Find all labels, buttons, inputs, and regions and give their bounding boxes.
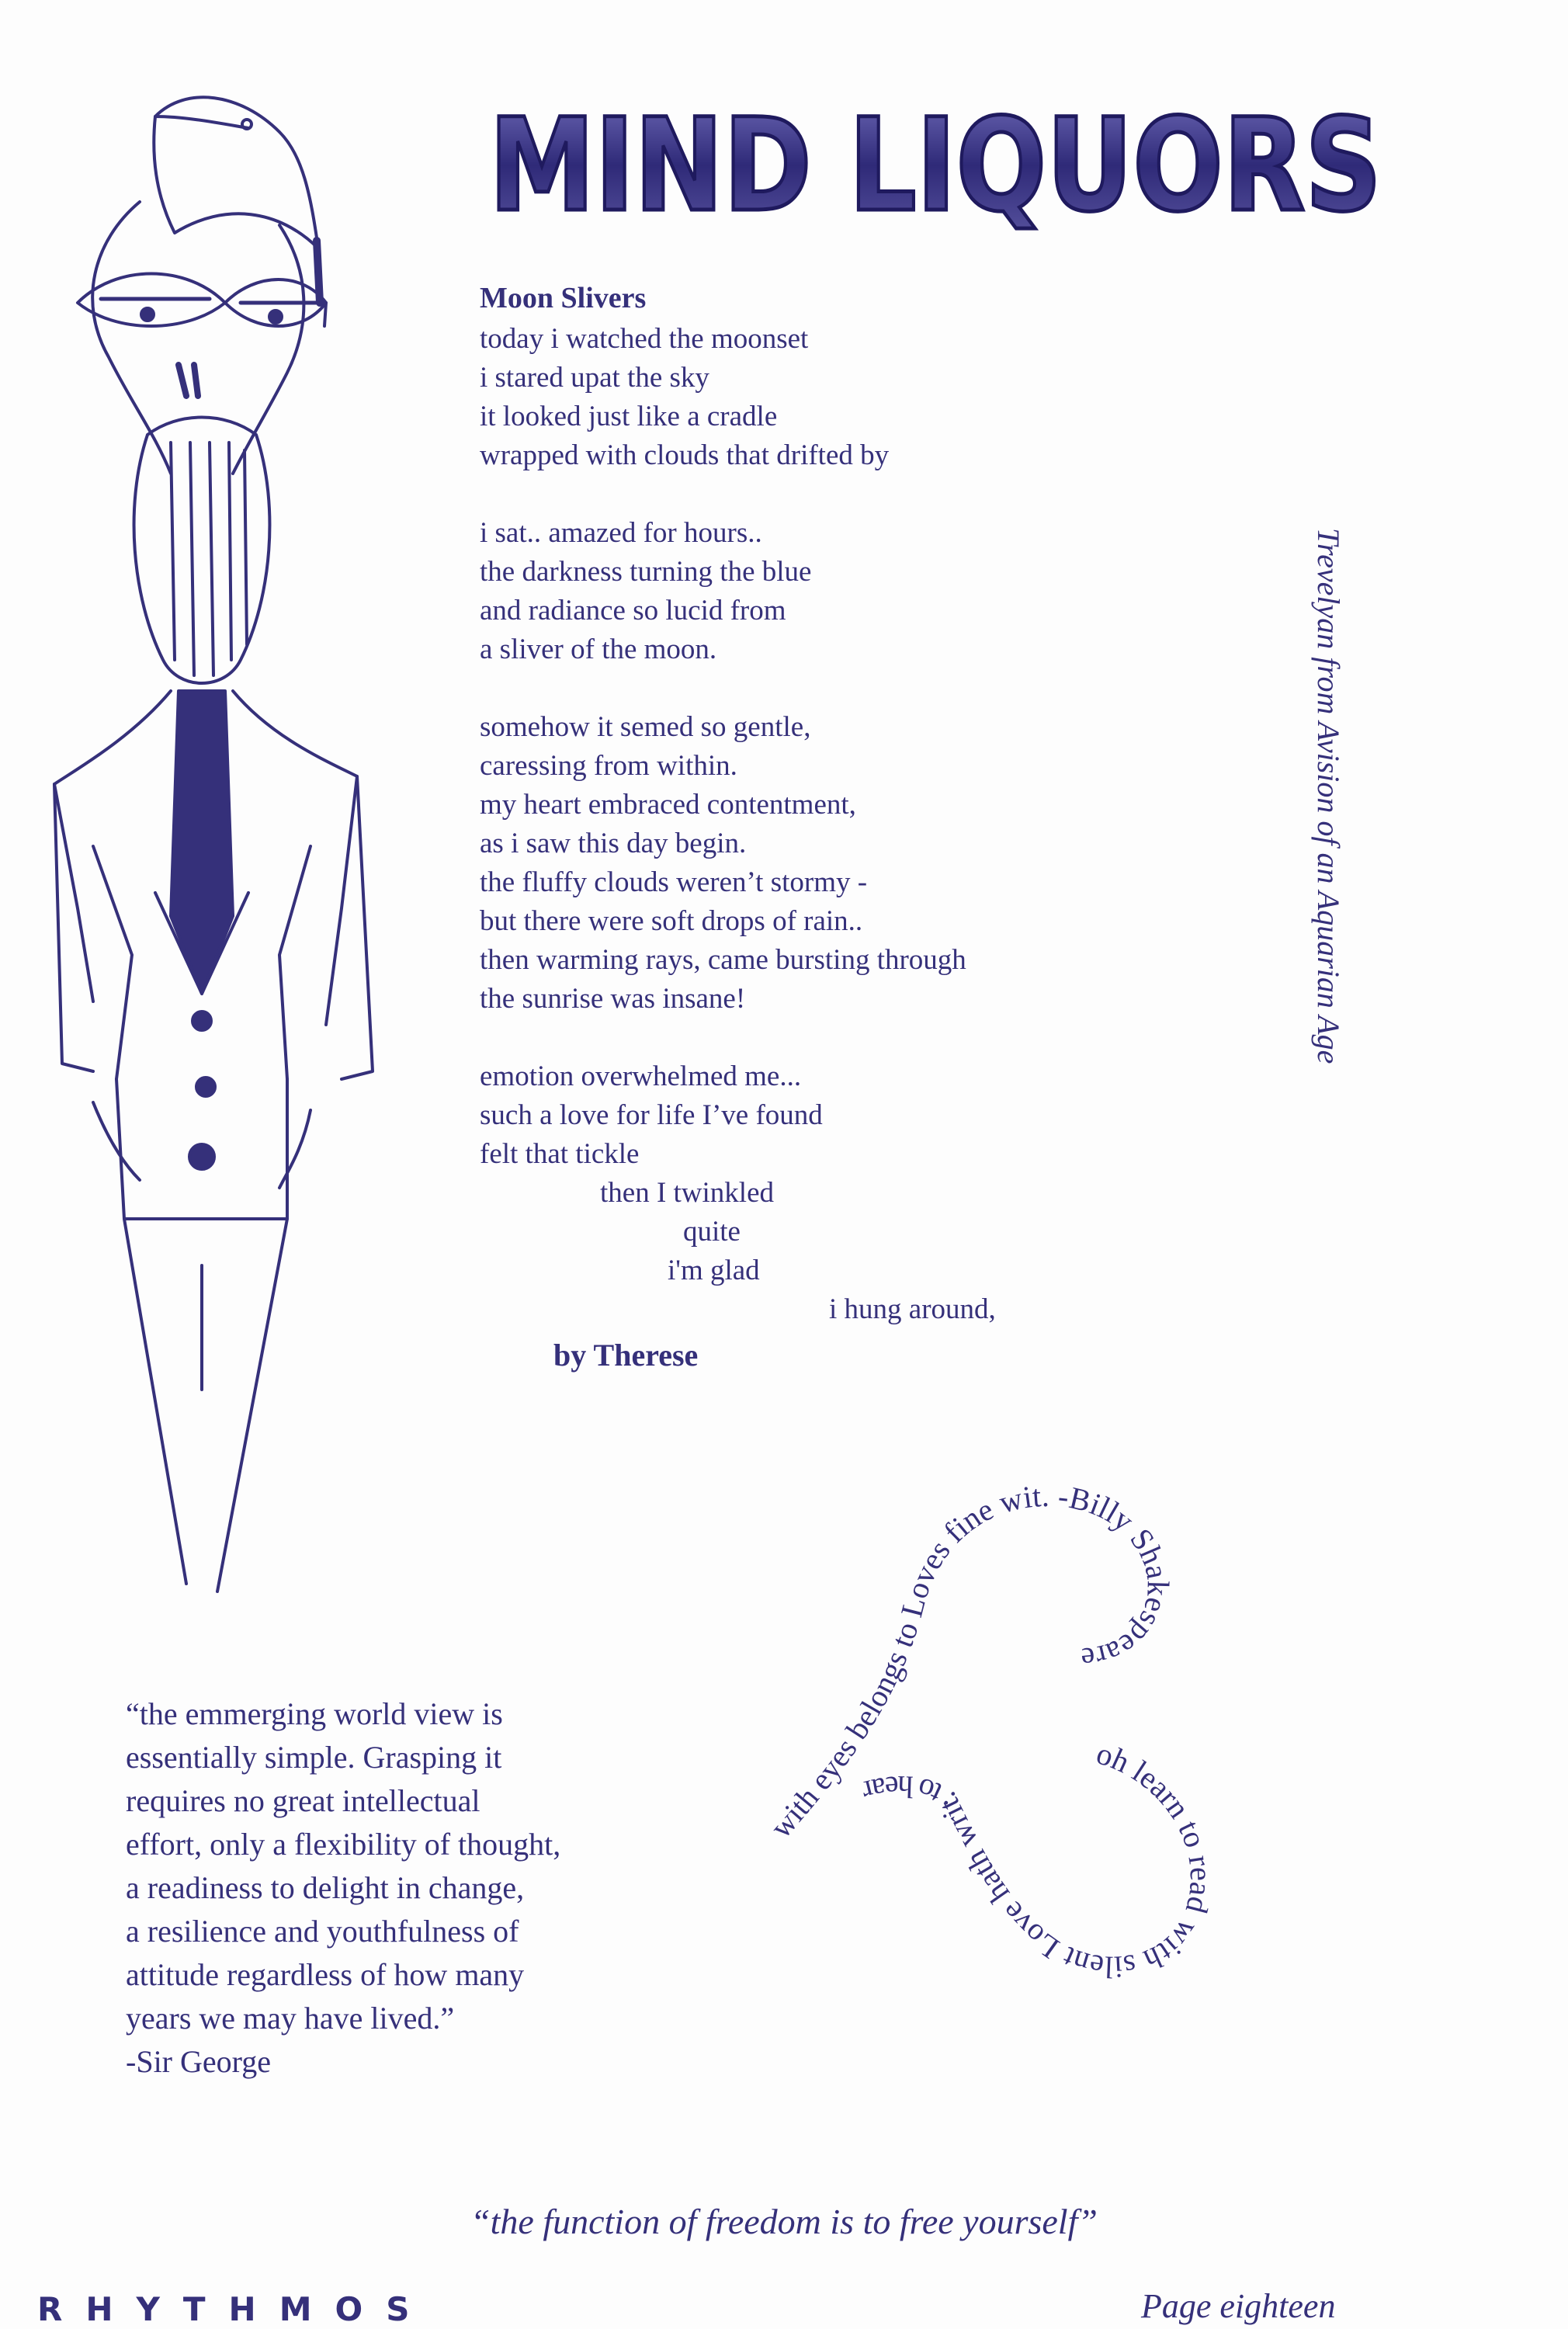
poem-line: today i watched the moonset <box>480 323 809 355</box>
poem-line: a sliver of the moon. <box>480 633 717 665</box>
wizard-figure-illustration <box>47 70 404 1623</box>
masthead-logo <box>481 91 1389 240</box>
spiral-lower-path-text: oh learn to read with silent Love hath writ: to hear <box>859 1735 1219 1985</box>
poem-line: i'm glad <box>668 1255 760 1286</box>
poem-stanza-2 <box>480 514 811 669</box>
poem-line: the darkness turning the blue <box>480 556 812 588</box>
poem-line: but there were soft drops of rain.. <box>480 905 863 937</box>
poem-line: somehow it semed so gentle, <box>480 711 811 743</box>
poem-line: wrapped with clouds that drifted by <box>480 439 890 471</box>
poem-line: emotion overwhelmed me... <box>480 1060 802 1092</box>
spiral-upper-text <box>763 1478 1176 1845</box>
poem-line: caressing from within. <box>480 750 737 782</box>
poem-line: then I twinkled <box>600 1177 775 1209</box>
quote-line: -Sir George <box>126 2044 271 2079</box>
poem-line: i sat.. amazed for hours.. <box>480 517 762 549</box>
side-credit-text: Trevelyan from Avision of an Aquarian Age <box>1311 528 1346 1064</box>
poem-line: such a love for life I’ve found <box>480 1099 823 1131</box>
poem-line: i hung around, <box>829 1293 996 1325</box>
poem-line: my heart embraced contentment, <box>480 789 856 821</box>
poem-line: quite <box>683 1216 741 1248</box>
footer-brand: RHYTHMOS <box>37 2290 433 2328</box>
poem-stanza-3 <box>480 708 966 1019</box>
quote-line: years we may have lived.” <box>126 2001 455 2036</box>
quote-line: attitude regardless of how many <box>126 1957 525 1992</box>
poem-stanza-4 <box>480 1057 996 1329</box>
poem-byline: by Therese <box>553 1338 699 1373</box>
poem-line: the fluffy clouds weren’t stormy - <box>480 866 868 898</box>
spiral-shakespeare-text <box>722 1436 1312 2018</box>
motto: “the function of freedom is to free yourself” <box>470 2202 1098 2241</box>
poem-line: then warming rays, came bursting through <box>480 944 966 976</box>
quote-line: essentially simple. Grasping it <box>126 1740 502 1775</box>
poem-line: and radiance so lucid from <box>480 595 786 627</box>
spiral-lower-text <box>859 1735 1219 1984</box>
poem-title: Moon Slivers <box>480 282 647 314</box>
spiral-upper-path-text: with eyes belongs to Loves fine wit. -Billy Shakespeare <box>763 1477 1176 1845</box>
quote-line: “the emmerging world view is <box>126 1696 503 1731</box>
masthead-title: MIND LIQUORS <box>489 91 1382 240</box>
page-number: Page eighteen <box>1141 2287 1336 2325</box>
poem-stanza-1 <box>480 320 889 475</box>
side-credit <box>1308 528 1355 1227</box>
poem-line: it looked just like a cradle <box>480 401 778 432</box>
sir-george-quote <box>126 1692 716 2084</box>
poem-line: as i saw this day begin. <box>480 828 747 859</box>
poem-line: felt that tickle <box>480 1138 640 1170</box>
quote-line: requires no great intellectual <box>126 1783 480 1818</box>
poem-line: i stared upat the sky <box>480 362 709 394</box>
poem-line: the sunrise was insane! <box>480 983 746 1015</box>
quote-line: a resilience and youthfulness of <box>126 1914 519 1949</box>
quote-line: a readiness to delight in change, <box>126 1870 525 1905</box>
quote-line: effort, only a flexibility of thought, <box>126 1827 561 1862</box>
